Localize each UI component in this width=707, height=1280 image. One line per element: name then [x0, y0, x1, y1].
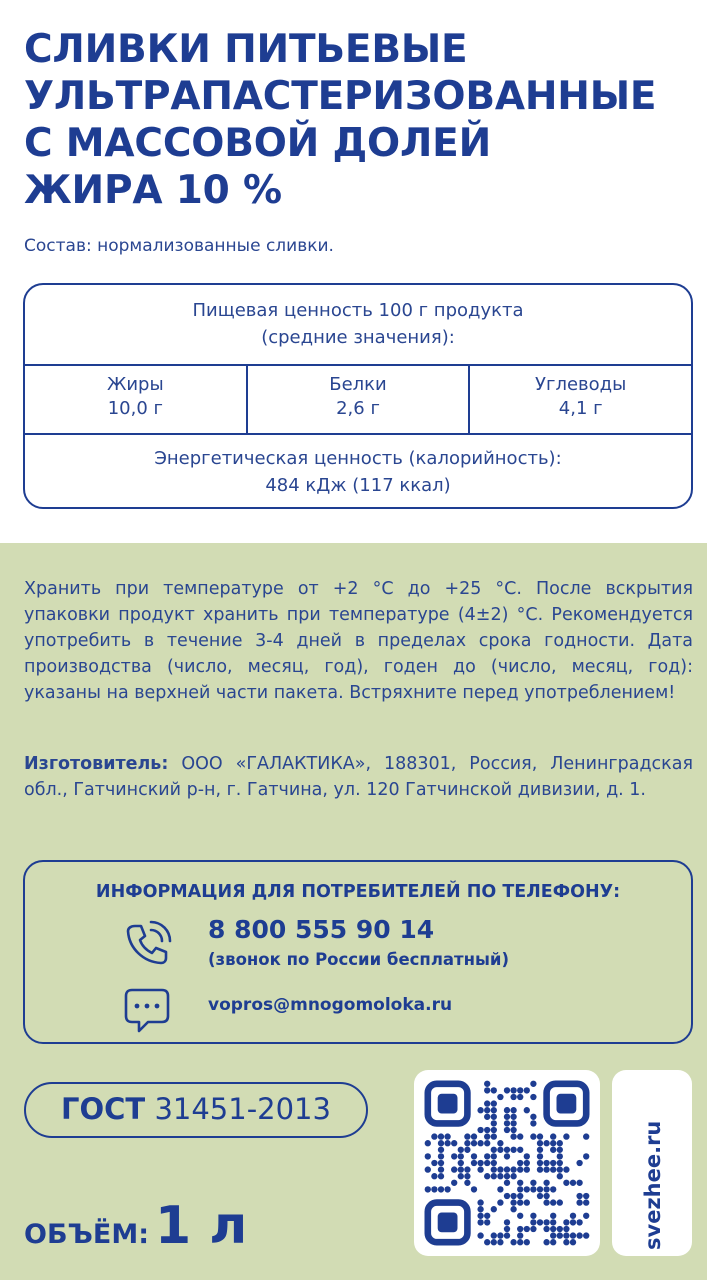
- volume: [24, 1196, 247, 1256]
- qr-module: [458, 1173, 464, 1179]
- qr-module: [557, 1140, 563, 1146]
- qr-module: [537, 1186, 543, 1192]
- qr-module: [576, 1219, 582, 1225]
- qr-module: [497, 1094, 503, 1100]
- qr-module: [444, 1140, 450, 1146]
- qr-module: [557, 1166, 563, 1172]
- qr-module: [563, 1219, 569, 1225]
- qr-module: [530, 1094, 536, 1100]
- qr-module: [491, 1133, 497, 1139]
- energy-label: Энергетическая ценность (калорийность):: [154, 448, 562, 469]
- qr-module: [504, 1193, 510, 1199]
- qr-module: [543, 1239, 549, 1245]
- qr-module: [425, 1166, 431, 1172]
- qr-module: [471, 1186, 477, 1192]
- qr-module: [458, 1147, 464, 1153]
- qr-module: [570, 1213, 576, 1219]
- qr-module: [550, 1232, 556, 1238]
- qr-module: [524, 1186, 530, 1192]
- qr-module: [425, 1186, 431, 1192]
- qr-module: [477, 1107, 483, 1113]
- qr-module: [517, 1087, 523, 1093]
- nutrition-cell-protein: [246, 366, 469, 433]
- qr-module: [517, 1232, 523, 1238]
- qr-module: [477, 1127, 483, 1133]
- phone-number[interactable]: 8 800 555 90 14: [208, 915, 435, 944]
- qr-module: [491, 1120, 497, 1126]
- qr-module: [425, 1140, 431, 1146]
- qr-code-graphic: [414, 1070, 600, 1256]
- nutrition-value: 2,6 г: [336, 398, 380, 419]
- qr-module: [464, 1173, 470, 1179]
- qr-module: [550, 1147, 556, 1153]
- consumer-contact-box: [23, 860, 693, 1044]
- qr-module: [504, 1127, 510, 1133]
- qr-module: [477, 1166, 483, 1172]
- nutrition-label: Белки: [329, 374, 387, 395]
- nutrition-cell-carbs: [468, 366, 691, 433]
- qr-module: [563, 1232, 569, 1238]
- qr-module: [583, 1133, 589, 1139]
- qr-module: [504, 1147, 510, 1153]
- qr-module: [504, 1114, 510, 1120]
- qr-module: [438, 1166, 444, 1172]
- gost-label: ГОСТ: [61, 1092, 146, 1126]
- qr-module: [583, 1193, 589, 1199]
- qr-module: [510, 1166, 516, 1172]
- qr-module: [451, 1180, 457, 1186]
- gost-badge: [24, 1082, 368, 1138]
- qr-module: [557, 1153, 563, 1159]
- qr-module: [504, 1232, 510, 1238]
- qr-module: [504, 1166, 510, 1172]
- product-title-line-2: УЛЬТРАПАСТЕРИЗОВАННЫЕ: [24, 74, 657, 119]
- qr-module: [464, 1133, 470, 1139]
- qr-finder-center: [438, 1094, 458, 1114]
- qr-module: [530, 1213, 536, 1219]
- qr-module: [491, 1114, 497, 1120]
- contact-email[interactable]: vopros@mnogomoloka.ru: [208, 995, 453, 1015]
- qr-module: [491, 1127, 497, 1133]
- qr-module: [510, 1087, 516, 1093]
- composition-text: Состав: нормализованные сливки.: [24, 236, 334, 256]
- qr-module: [510, 1133, 516, 1139]
- qr-module: [563, 1239, 569, 1245]
- qr-module: [484, 1213, 490, 1219]
- website-text: svezhee.ru: [641, 1120, 665, 1250]
- qr-finder-center: [557, 1094, 577, 1114]
- qr-code[interactable]: [414, 1070, 600, 1256]
- qr-module: [524, 1199, 530, 1205]
- qr-module: [524, 1160, 530, 1166]
- qr-module: [530, 1180, 536, 1186]
- qr-module: [550, 1186, 556, 1192]
- qr-module: [517, 1226, 523, 1232]
- qr-module: [477, 1206, 483, 1212]
- qr-module: [484, 1219, 490, 1225]
- qr-module: [504, 1087, 510, 1093]
- qr-module: [517, 1133, 523, 1139]
- qr-module: [537, 1140, 543, 1146]
- qr-module: [431, 1173, 437, 1179]
- nutrition-label: Углеводы: [535, 374, 627, 395]
- qr-module: [458, 1160, 464, 1166]
- qr-module: [497, 1232, 503, 1238]
- nutrition-table: [23, 283, 693, 509]
- qr-module: [517, 1239, 523, 1245]
- qr-module: [530, 1120, 536, 1126]
- qr-module: [504, 1180, 510, 1186]
- qr-module: [550, 1133, 556, 1139]
- qr-module: [543, 1160, 549, 1166]
- product-title-line-3: С МАССОВОЙ ДОЛЕЙ: [24, 121, 492, 166]
- qr-module: [491, 1232, 497, 1238]
- qr-module: [484, 1081, 490, 1087]
- qr-module: [464, 1140, 470, 1146]
- qr-module: [438, 1153, 444, 1159]
- storage-instructions: Хранить при температуре от +2 °С до +25 °С. После вскрытия упаковки продукт хранить при температуре (4±2) °С. Рекомендуется употребить в течение 3-4 дней в пределах срока годности. Дата производства (число, месяц, год), годен до (число, месяц, год): указаны на верхней части пакета. Встряхните перед употреблением!: [24, 579, 693, 703]
- qr-module: [510, 1114, 516, 1120]
- qr-module: [543, 1193, 549, 1199]
- qr-module: [537, 1153, 543, 1159]
- qr-module: [563, 1133, 569, 1139]
- qr-module: [464, 1147, 470, 1153]
- qr-module: [484, 1140, 490, 1146]
- qr-module: [431, 1133, 437, 1139]
- qr-module: [491, 1107, 497, 1113]
- qr-module: [537, 1160, 543, 1166]
- qr-module: [491, 1147, 497, 1153]
- qr-module: [471, 1133, 477, 1139]
- qr-module: [464, 1166, 470, 1172]
- qr-module: [530, 1226, 536, 1232]
- qr-module: [543, 1166, 549, 1172]
- qr-module: [484, 1107, 490, 1113]
- qr-module: [530, 1133, 536, 1139]
- qr-module: [570, 1180, 576, 1186]
- qr-module: [543, 1226, 549, 1232]
- qr-module: [550, 1213, 556, 1219]
- qr-module: [517, 1199, 523, 1205]
- qr-module: [484, 1153, 490, 1159]
- qr-module: [497, 1147, 503, 1153]
- qr-module: [537, 1219, 543, 1225]
- qr-module: [563, 1180, 569, 1186]
- qr-module: [504, 1153, 510, 1159]
- qr-module: [570, 1219, 576, 1225]
- qr-module: [477, 1232, 483, 1238]
- qr-module: [530, 1186, 536, 1192]
- qr-module: [576, 1193, 582, 1199]
- phone-icon: [121, 918, 173, 970]
- qr-module: [497, 1166, 503, 1172]
- qr-module: [563, 1226, 569, 1232]
- qr-module: [510, 1120, 516, 1126]
- qr-module: [484, 1100, 490, 1106]
- qr-module: [451, 1153, 457, 1159]
- qr-module: [477, 1140, 483, 1146]
- nutrition-value: 4,1 г: [558, 398, 603, 419]
- qr-module: [537, 1133, 543, 1139]
- qr-module: [484, 1173, 490, 1179]
- nutrition-header: [25, 285, 691, 364]
- qr-module: [477, 1219, 483, 1225]
- qr-module: [583, 1232, 589, 1238]
- qr-module: [477, 1199, 483, 1205]
- energy-value: 484 кДж (117 ккал): [265, 475, 451, 496]
- qr-module: [570, 1239, 576, 1245]
- qr-module: [491, 1239, 497, 1245]
- qr-module: [510, 1206, 516, 1212]
- qr-module: [576, 1232, 582, 1238]
- qr-module: [510, 1173, 516, 1179]
- qr-module: [537, 1166, 543, 1172]
- qr-module: [524, 1153, 530, 1159]
- manufacturer-label: Изготовитель:: [24, 754, 169, 774]
- qr-module: [550, 1219, 556, 1225]
- gost-number: 31451-2013: [154, 1092, 331, 1126]
- qr-module: [524, 1087, 530, 1093]
- qr-module: [491, 1160, 497, 1166]
- qr-module: [458, 1166, 464, 1172]
- qr-module: [438, 1133, 444, 1139]
- qr-module: [458, 1153, 464, 1159]
- qr-module: [524, 1107, 530, 1113]
- qr-module: [557, 1199, 563, 1205]
- qr-module: [431, 1186, 437, 1192]
- qr-module: [550, 1199, 556, 1205]
- qr-module: [524, 1239, 530, 1245]
- qr-module: [543, 1219, 549, 1225]
- qr-module: [583, 1153, 589, 1159]
- product-title-line-1: СЛИВКИ ПИТЬЕВЫЕ: [24, 27, 468, 72]
- qr-module: [504, 1226, 510, 1232]
- qr-module: [510, 1193, 516, 1199]
- qr-module: [517, 1213, 523, 1219]
- qr-module: [491, 1153, 497, 1159]
- qr-module: [517, 1160, 523, 1166]
- qr-module: [425, 1153, 431, 1159]
- qr-module: [530, 1114, 536, 1120]
- qr-module: [491, 1087, 497, 1093]
- qr-module: [510, 1199, 516, 1205]
- phone-note: (звонок по России бесплатный): [208, 950, 510, 969]
- qr-module: [550, 1166, 556, 1172]
- qr-module: [576, 1199, 582, 1205]
- qr-module: [530, 1081, 536, 1087]
- manufacturer-info: [24, 751, 693, 803]
- qr-module: [438, 1160, 444, 1166]
- qr-module: [438, 1173, 444, 1179]
- qr-module: [517, 1180, 523, 1186]
- qr-module: [524, 1166, 530, 1172]
- chat-icon: [122, 986, 172, 1036]
- qr-module: [576, 1160, 582, 1166]
- qr-module: [510, 1127, 516, 1133]
- qr-module: [576, 1180, 582, 1186]
- qr-module: [517, 1147, 523, 1153]
- website-badge: [612, 1070, 692, 1256]
- qr-module: [517, 1166, 523, 1172]
- qr-module: [497, 1239, 503, 1245]
- qr-module: [543, 1180, 549, 1186]
- qr-module: [504, 1173, 510, 1179]
- qr-module: [557, 1160, 563, 1166]
- qr-module: [477, 1213, 483, 1219]
- qr-module: [517, 1193, 523, 1199]
- qr-module: [444, 1186, 450, 1192]
- qr-module: [464, 1180, 470, 1186]
- qr-module: [438, 1186, 444, 1192]
- qr-module: [438, 1140, 444, 1146]
- qr-module: [497, 1173, 503, 1179]
- nutrition-header-line-1: Пищевая ценность 100 г продукта: [192, 300, 524, 321]
- website-graphic: [612, 1070, 692, 1256]
- nutrition-values-row: [25, 364, 691, 435]
- contact-header: ИНФОРМАЦИЯ ДЛЯ ПОТРЕБИТЕЛЕЙ ПО ТЕЛЕФОНУ:: [95, 882, 621, 902]
- manufacturer-text: ООО «ГАЛАКТИКА», 188301, Россия, Ленинградская обл., Гатчинский р-н, г. Гатчина, ул. 120 Гатчинской дивизии, д. 1.: [24, 754, 693, 800]
- qr-module: [491, 1100, 497, 1106]
- qr-module: [583, 1213, 589, 1219]
- qr-module: [543, 1186, 549, 1192]
- qr-module: [550, 1226, 556, 1232]
- qr-module: [484, 1133, 490, 1139]
- qr-module: [524, 1226, 530, 1232]
- qr-module: [510, 1094, 516, 1100]
- qr-module: [497, 1186, 503, 1192]
- volume-value: 1 л: [155, 1196, 248, 1256]
- qr-module: [517, 1094, 523, 1100]
- qr-module: [537, 1147, 543, 1153]
- qr-module: [557, 1173, 563, 1179]
- qr-module: [431, 1160, 437, 1166]
- qr-module: [484, 1160, 490, 1166]
- product-title-line-4: ЖИРА 10 %: [24, 168, 282, 213]
- qr-module: [517, 1186, 523, 1192]
- qr-module: [570, 1232, 576, 1238]
- qr-module: [451, 1166, 457, 1172]
- nutrition-value: 10,0 г: [107, 398, 163, 419]
- qr-module: [491, 1173, 497, 1179]
- qr-module: [550, 1239, 556, 1245]
- qr-module: [497, 1199, 503, 1205]
- qr-module: [563, 1166, 569, 1172]
- qr-module: [583, 1199, 589, 1205]
- volume-label: ОБЪЁМ:: [24, 1219, 150, 1250]
- qr-module: [543, 1140, 549, 1146]
- qr-module: [543, 1199, 549, 1205]
- qr-module: [497, 1140, 503, 1146]
- nutrition-label: Жиры: [106, 374, 164, 395]
- qr-module: [438, 1147, 444, 1153]
- qr-module: [484, 1114, 490, 1120]
- nutrition-cell-fat: [25, 366, 246, 433]
- qr-module: [471, 1140, 477, 1146]
- qr-module: [484, 1127, 490, 1133]
- qr-module: [451, 1140, 457, 1146]
- qr-module: [510, 1147, 516, 1153]
- nutrition-header-line-2: (средние значения):: [261, 327, 455, 348]
- qr-module: [477, 1160, 483, 1166]
- qr-module: [557, 1232, 563, 1238]
- qr-module: [510, 1239, 516, 1245]
- nutrition-energy: [25, 435, 691, 499]
- qr-module: [550, 1160, 556, 1166]
- qr-module: [484, 1239, 490, 1245]
- qr-module: [484, 1087, 490, 1093]
- qr-module: [557, 1147, 563, 1153]
- qr-module: [504, 1107, 510, 1113]
- qr-module: [510, 1107, 516, 1113]
- qr-module: [537, 1193, 543, 1199]
- qr-module: [471, 1153, 477, 1159]
- qr-module: [557, 1226, 563, 1232]
- qr-module: [504, 1120, 510, 1126]
- qr-finder-center: [438, 1213, 458, 1233]
- qr-module: [491, 1206, 497, 1212]
- qr-module: [504, 1219, 510, 1225]
- qr-module: [444, 1133, 450, 1139]
- qr-module: [530, 1219, 536, 1225]
- qr-module: [471, 1160, 477, 1166]
- qr-module: [491, 1166, 497, 1172]
- qr-module: [550, 1140, 556, 1146]
- product-title: [24, 26, 704, 214]
